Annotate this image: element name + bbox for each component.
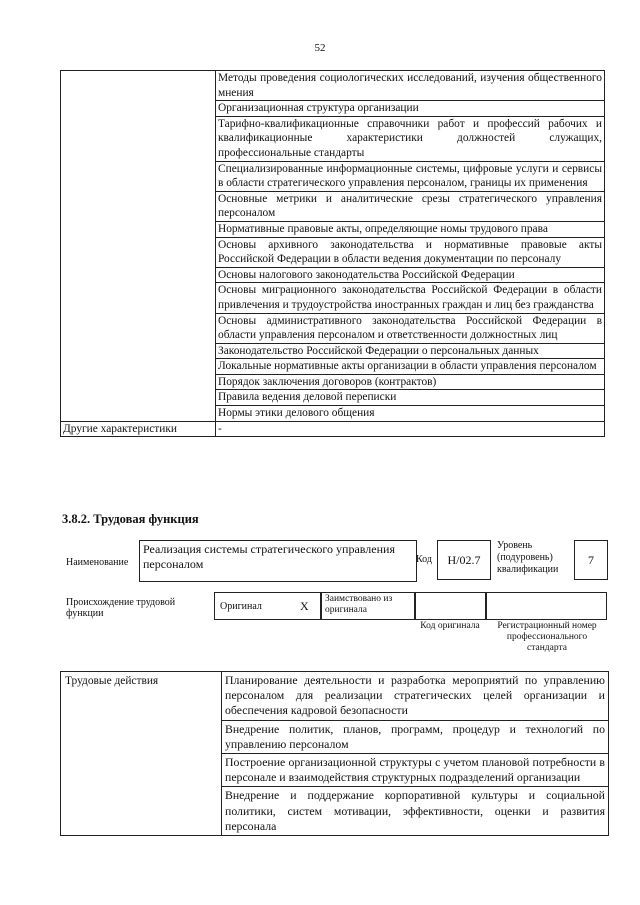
other-characteristics-label: Другие характеристики	[61, 421, 216, 437]
original-mark: X	[300, 599, 309, 613]
table-row	[61, 672, 609, 721]
action-item: Планирование деятельности и разработка мероприятий по управлению персоналом для реализации стратегических целей организации и обеспечения кадровой безопасности	[222, 672, 609, 721]
knowledge-item: Локальные нормативные акты организации в области управления персоналом	[216, 359, 605, 375]
original-label: Оригинал	[220, 601, 262, 612]
table-row	[61, 71, 605, 101]
code-label: Код	[416, 554, 432, 565]
table-row	[61, 421, 605, 437]
reg-number-label: Регистрационный номер профессионального стандарта	[497, 621, 597, 653]
knowledge-item: Основы административного законодательства Российской Федерации в области управления персоналом и ответственности должностных лиц	[216, 313, 605, 343]
action-item: Внедрение политик, планов, программ, процедур и технологий по управлению персоналом	[222, 720, 609, 753]
knowledge-table	[60, 70, 605, 437]
knowledge-item: Организационная структура организации	[216, 101, 605, 117]
section-title: 3.8.2. Трудовая функция	[62, 512, 199, 526]
knowledge-item: Порядок заключения договоров (контрактов)	[216, 374, 605, 390]
knowledge-item: Основные метрики и аналитические срезы стратегического управления персоналом	[216, 191, 605, 221]
knowledge-item: Основы архивного законодательства и нормативные правовые акты Российской Федерации в области ведения документации по персоналу	[216, 237, 605, 267]
reg-number-box	[485, 592, 607, 620]
knowledge-item: Методы проведения социологических исследований, изучения общественного мнения	[216, 71, 605, 101]
name-label: Наименование	[66, 557, 129, 568]
knowledge-item: Основы налогового законодательства Российской Федерации	[216, 267, 605, 283]
knowledge-item: Правила ведения деловой переписки	[216, 390, 605, 406]
page-number: 52	[314, 42, 326, 54]
knowledge-item: Нормативные правовые акты, определяющие номы трудового права	[216, 221, 605, 237]
function-code: H/02.7	[437, 540, 491, 580]
actions-table	[60, 671, 609, 836]
actions-label: Трудовые действия	[61, 672, 222, 836]
knowledge-label-cell	[61, 71, 216, 422]
code-original-label: Код оригинала	[420, 621, 480, 631]
action-item: Внедрение и поддержание корпоративной культуры и социальной политики, систем мотивации, эффективности, оценки и развития персонала	[222, 787, 609, 836]
code-original-box	[414, 592, 487, 620]
level-value: 7	[574, 540, 608, 580]
level-label: Уровень (подуровень) квалификации	[497, 540, 559, 575]
origin-label: Происхождение трудовой функции	[66, 597, 176, 619]
action-item: Построение организационной структуры с учетом плановой потребности в персонале и взаимодействия структурных подразделений организации	[222, 754, 609, 787]
knowledge-item: Нормы этики делового общения	[216, 406, 605, 422]
knowledge-item: Тарифно-квалификационные справочники работ и профессий рабочих и квалификационные характеристики должностей служащих, профессиональные стандарты	[216, 116, 605, 161]
knowledge-item: Законодательство Российской Федерации о персональных данных	[216, 343, 605, 359]
knowledge-item: Специализированные информационные системы, цифровые услуги и сервисы в области стратегического управления персоналом, границы их применения	[216, 161, 605, 191]
borrowed-label: Заимствовано из оригинала	[325, 594, 393, 615]
knowledge-item: Основы миграционного законодательства Российской Федерации в области привлечения и трудоустройства иностранных граждан и лиц без гражданства	[216, 283, 605, 313]
function-name: Реализация системы стратегического управления персоналом	[139, 540, 417, 582]
other-characteristics-value: -	[216, 421, 605, 437]
